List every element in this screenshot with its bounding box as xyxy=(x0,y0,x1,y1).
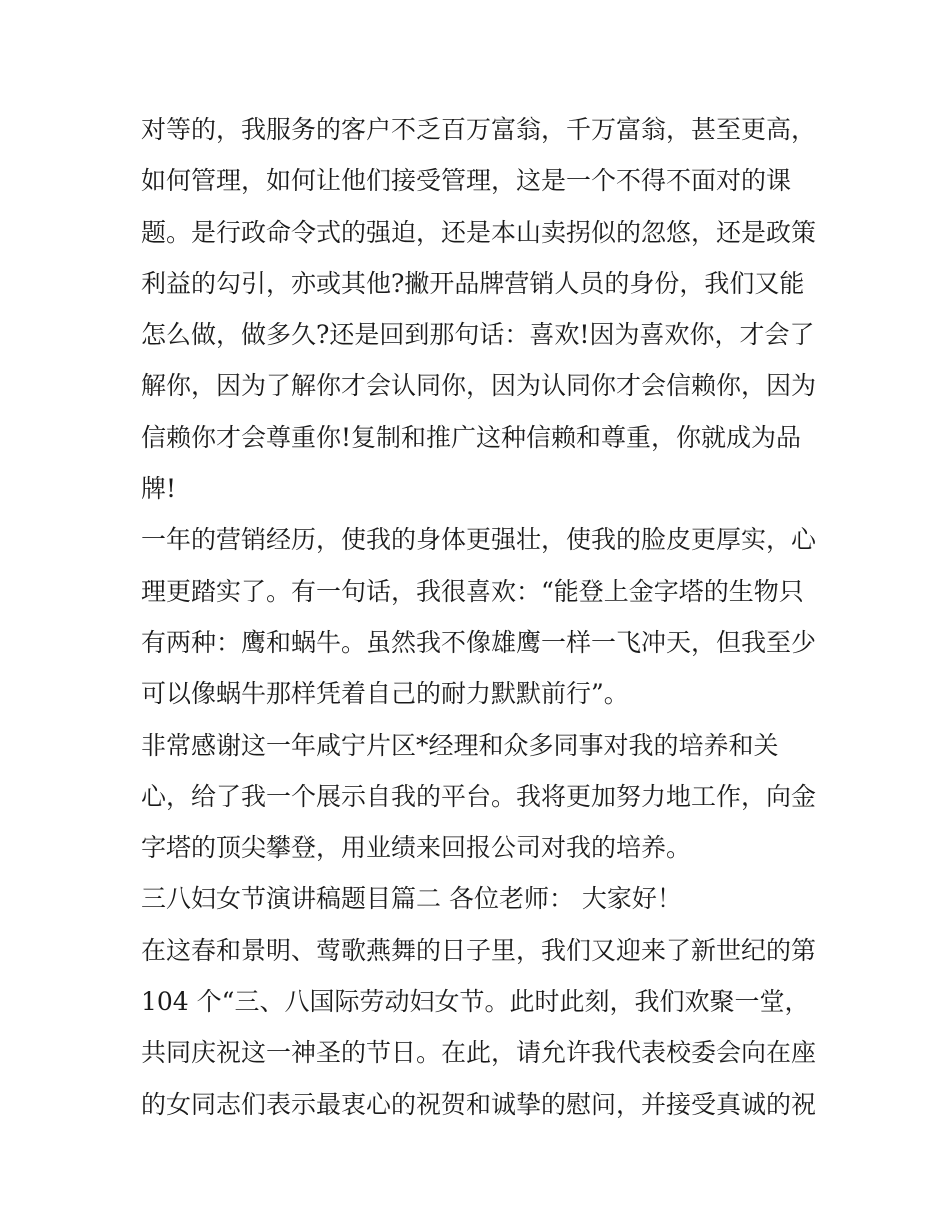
text-line: 一年的营销经历，使我的身体更强壮，使我的脸皮更厚实，心 xyxy=(141,525,817,555)
text-line: 非常感谢这一年咸宁片区*经理和众多同事对我的培养和关 xyxy=(141,730,779,760)
text-line: 解你，因为了解你才会认同你，因为认同你才会信赖你，因为 xyxy=(141,371,817,401)
text-line: 理更踏实了。有一句话，我很喜欢：“能登上金字塔的生物只 xyxy=(141,576,804,606)
text-line: 字塔的顶尖攀登，用业绩来回报公司对我的培养。 xyxy=(141,833,692,863)
text-line: 心，给了我一个展示自我的平台。我将更加努力地工作，向金 xyxy=(141,781,817,811)
text-line: 在这春和景明、莺歌燕舞的日子里，我们又迎来了新世纪的第 xyxy=(141,935,817,965)
text-line: 利益的勾引，亦或其他?撇开品牌营销人员的身份，我们又能 xyxy=(141,268,805,298)
text-line: 信赖你才会尊重你!复制和推广这种信赖和尊重，你就成为品 xyxy=(141,422,802,452)
text-line: 有两种：鹰和蜗牛。虽然我不像雄鹰一样一飞冲天，但我至少 xyxy=(141,627,817,657)
section-heading: 三八妇女节演讲稿题目篇二 各位老师： 大家好！ xyxy=(141,884,682,914)
document-body xyxy=(141,104,831,1130)
text-line: 共同庆祝这一神圣的节日。在此，请允许我代表校委会向在座 xyxy=(141,1038,817,1068)
text-line: 牌! xyxy=(141,474,177,504)
text-line: 的女同志们表示最衷心的祝贺和诚挚的慰问，并接受真诚的祝 xyxy=(141,1089,817,1119)
text-line: 104 个“三、八国际劳动妇女节。此时此刻，我们欢聚一堂， xyxy=(141,987,810,1017)
text-line: 如何管理，如何让他们接受管理，这是一个不得不面对的课 xyxy=(141,166,792,196)
text-line: 对等的，我服务的客户不乏百万富翁，千万富翁，甚至更高， xyxy=(141,115,817,144)
text-line: 可以像蜗牛那样凭着自己的耐力默默前行”。 xyxy=(141,679,629,709)
text-line: 怎么做，做多久?还是回到那句话：喜欢!因为喜欢你，才会了 xyxy=(141,320,815,350)
text-line: 题。是行政命令式的强迫，还是本山卖拐似的忽悠，还是政策 xyxy=(141,217,817,247)
